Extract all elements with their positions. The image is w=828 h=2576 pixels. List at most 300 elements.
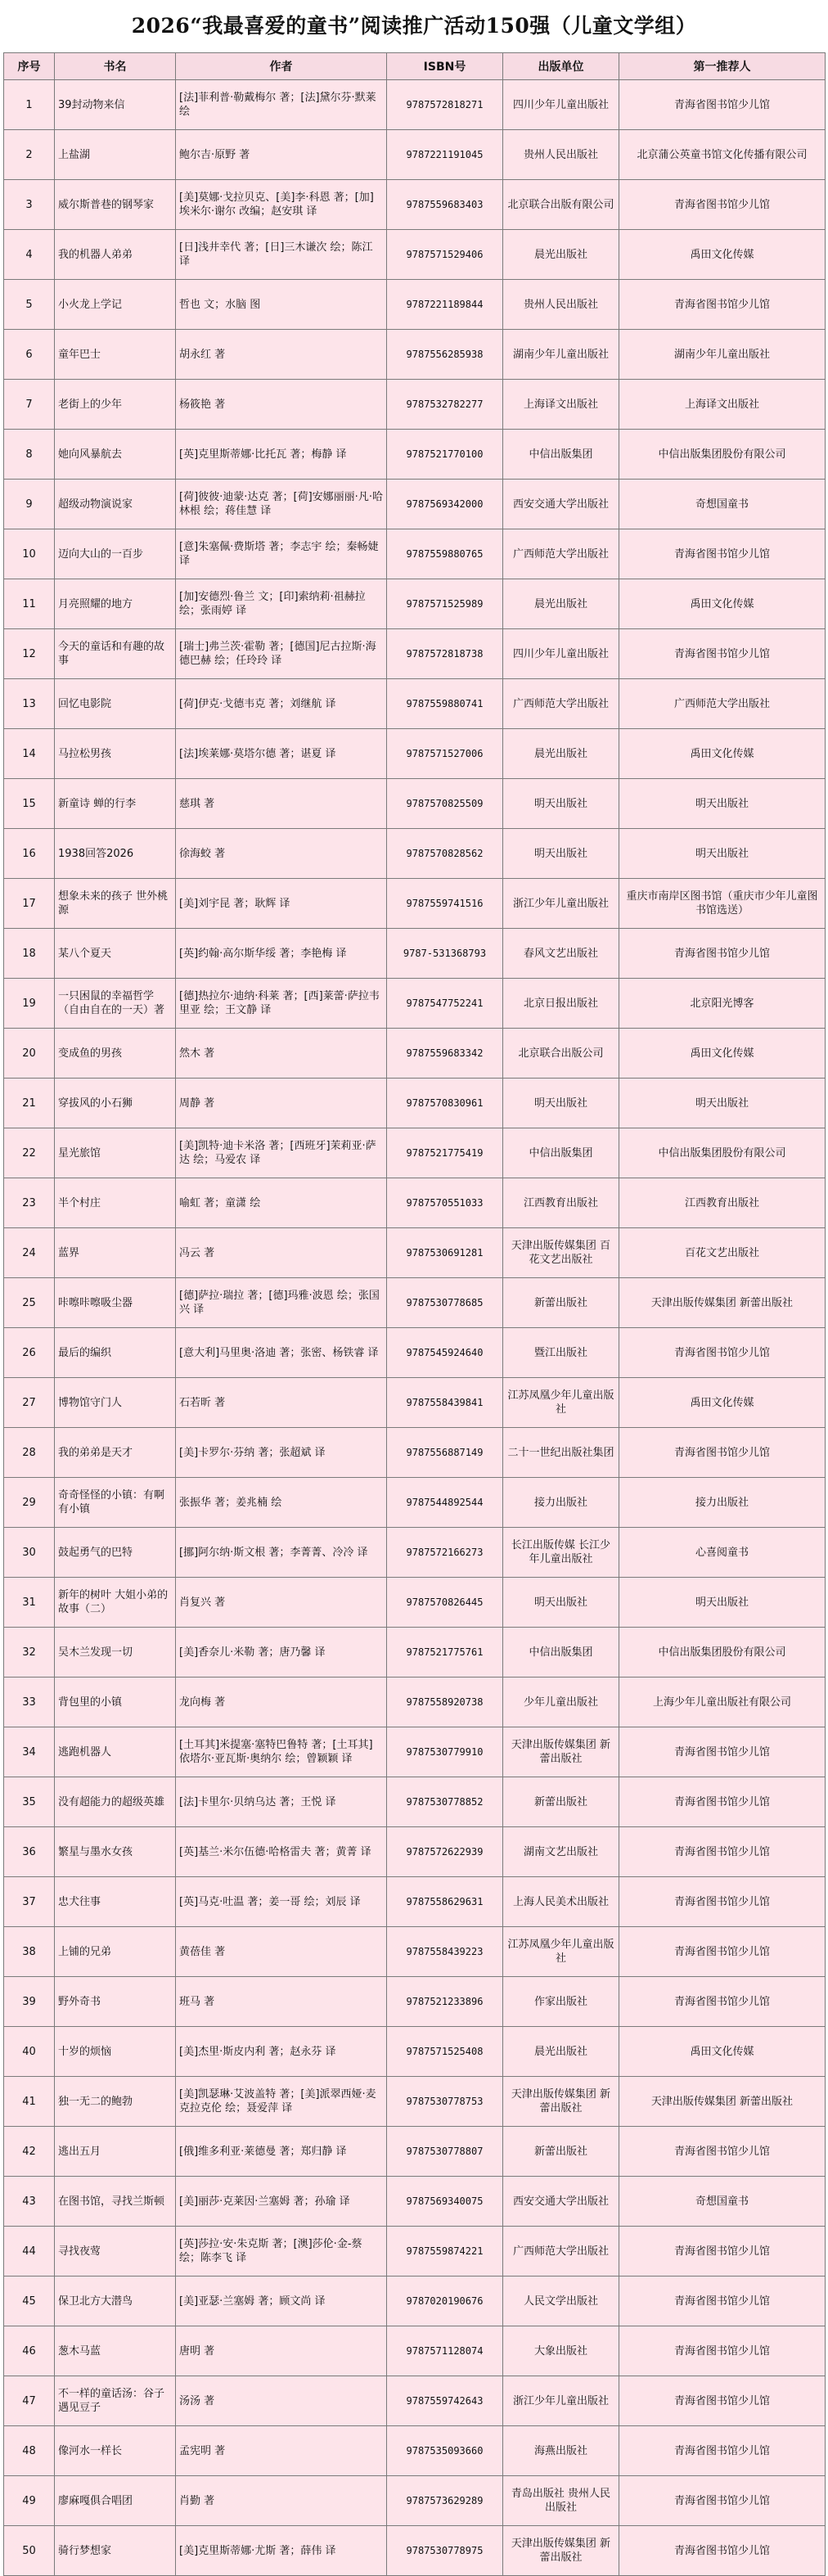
table-row: [4, 679, 826, 729]
cell-book-title: 吴木兰发现一切: [55, 1628, 176, 1678]
cell-author: 冯云 著: [176, 1228, 387, 1278]
cell-author: [日]浅井幸代 著；[日]三木谦次 绘；陈江 译: [176, 230, 387, 280]
cell-recommender: 青海省图书馆少儿馆: [619, 2127, 826, 2177]
cell-author: [法]菲利普·勒戴梅尔 著；[法]黛尔芬·默莱 绘: [176, 80, 387, 130]
cell-book-title: 寻找夜莺: [55, 2227, 176, 2277]
cell-author: [美]杰里·斯皮内利 著；赵永芬 译: [176, 2027, 387, 2077]
cell-isbn: 9787532782277: [387, 380, 503, 430]
cell-author: 慈琪 著: [176, 779, 387, 829]
cell-book-title: 小火龙上学记: [55, 280, 176, 330]
table-row: [4, 1428, 826, 1478]
table-row: [4, 2277, 826, 2326]
cell-isbn: 9787535093660: [387, 2426, 503, 2476]
cell-recommender: 奇想国童书: [619, 480, 826, 529]
cell-no: 33: [4, 1678, 55, 1727]
cell-author: [瑞士]弗兰茨·霍勒 著；[德国]尼古拉斯·海德巴赫 绘；任玲玲 译: [176, 629, 387, 679]
cell-isbn: 9787559683403: [387, 180, 503, 230]
cell-publisher: 北京联合出版公司: [503, 1029, 619, 1079]
cell-isbn: 9787559880765: [387, 529, 503, 579]
cell-publisher: 贵州人民出版社: [503, 280, 619, 330]
cell-no: 10: [4, 529, 55, 579]
cell-isbn: 9787521775419: [387, 1128, 503, 1178]
cell-recommender: 青海省图书馆少儿馆: [619, 1727, 826, 1777]
cell-no: 5: [4, 280, 55, 330]
cell-publisher: 新蕾出版社: [503, 2127, 619, 2177]
cell-book-title: 回忆电影院: [55, 679, 176, 729]
table-row: [4, 1128, 826, 1178]
cell-book-title: 变成鱼的男孩: [55, 1029, 176, 1079]
cell-recommender: 明天出版社: [619, 829, 826, 879]
cell-book-title: 博物馆守门人: [55, 1378, 176, 1428]
cell-publisher: 青岛出版社 贵州人民出版社: [503, 2476, 619, 2526]
table-row: [4, 480, 826, 529]
table-row: [4, 829, 826, 879]
cell-book-title: 咔嚓咔嚓吸尘器: [55, 1278, 176, 1328]
table-row: [4, 430, 826, 480]
cell-no: 36: [4, 1827, 55, 1877]
cell-publisher: 中信出版集团: [503, 1128, 619, 1178]
table-row: [4, 1827, 826, 1877]
cell-no: 7: [4, 380, 55, 430]
table-row: [4, 1877, 826, 1927]
table-row: [4, 879, 826, 929]
table-row: [4, 2027, 826, 2077]
cell-no: 17: [4, 879, 55, 929]
cell-no: 9: [4, 480, 55, 529]
cell-book-title: 超级动物演说家: [55, 480, 176, 529]
cell-no: 11: [4, 579, 55, 629]
cell-author: [英]基兰·米尔伍德·哈格雷夫 著；黄菁 译: [176, 1827, 387, 1877]
table-row: [4, 1927, 826, 1977]
cell-isbn: 9787530778852: [387, 1777, 503, 1827]
cell-publisher: 天津出版传媒集团 新蕾出版社: [503, 2077, 619, 2127]
cell-no: 25: [4, 1278, 55, 1328]
cell-book-title: 想象未来的孩子 世外桃源: [55, 879, 176, 929]
cell-recommender: 湖南少年儿童出版社: [619, 330, 826, 380]
cell-book-title: 马拉松男孩: [55, 729, 176, 779]
cell-recommender: 青海省图书馆少儿馆: [619, 629, 826, 679]
cell-no: 24: [4, 1228, 55, 1278]
cell-recommender: 中信出版集团股份有限公司: [619, 1628, 826, 1678]
cell-recommender: 禹田文化传媒: [619, 1029, 826, 1079]
cell-no: 44: [4, 2227, 55, 2277]
cell-recommender: 禹田文化传媒: [619, 230, 826, 280]
cell-author: [挪]阿尔纳·斯文根 著；李菁菁、冷冷 译: [176, 1528, 387, 1578]
cell-recommender: 江西教育出版社: [619, 1178, 826, 1228]
cell-no: 4: [4, 230, 55, 280]
cell-author: [美]刘宇昆 著；耿辉 译: [176, 879, 387, 929]
cell-no: 39: [4, 1977, 55, 2027]
cell-recommender: 中信出版集团股份有限公司: [619, 430, 826, 480]
cell-publisher: 人民文学出版社: [503, 2277, 619, 2326]
cell-no: 29: [4, 1478, 55, 1528]
cell-publisher: 中信出版集团: [503, 1628, 619, 1678]
cell-isbn: 9787570551033: [387, 1178, 503, 1228]
cell-publisher: 西安交通大学出版社: [503, 2177, 619, 2227]
table-row: [4, 1079, 826, 1128]
cell-isbn: 9787-531368793: [387, 929, 503, 979]
cell-publisher: 晨光出版社: [503, 579, 619, 629]
cell-no: 13: [4, 679, 55, 729]
cell-author: [美]克里斯蒂娜·尤斯 著；薛伟 译: [176, 2526, 387, 2576]
table-row: [4, 1378, 826, 1428]
cell-book-title: 月亮照耀的地方: [55, 579, 176, 629]
book-list-table: [3, 52, 826, 2576]
cell-no: 16: [4, 829, 55, 879]
cell-publisher: 浙江少年儿童出版社: [503, 879, 619, 929]
cell-publisher: 明天出版社: [503, 829, 619, 879]
table-row: [4, 280, 826, 330]
cell-author: 石若昕 著: [176, 1378, 387, 1428]
cell-publisher: 西安交通大学出版社: [503, 480, 619, 529]
table-row: [4, 180, 826, 230]
cell-recommender: 青海省图书馆少儿馆: [619, 2277, 826, 2326]
cell-book-title: 骑行梦想家: [55, 2526, 176, 2576]
cell-book-title: 繁星与墨水女孩: [55, 1827, 176, 1877]
table-row: [4, 2227, 826, 2277]
cell-book-title: 我的弟弟是天才: [55, 1428, 176, 1478]
cell-book-title: 我的机器人弟弟: [55, 230, 176, 280]
cell-isbn: 9787572622939: [387, 1827, 503, 1877]
cell-book-title: 某八个夏天: [55, 929, 176, 979]
cell-author: [法]卡里尔·贝纳乌达 著；王悦 译: [176, 1777, 387, 1827]
cell-author: [德]萨拉·瑞拉 著；[德]玛雅·波恩 绘；张国兴 译: [176, 1278, 387, 1328]
cell-author: [英]马克·吐温 著；姜一哥 绘；刘辰 译: [176, 1877, 387, 1927]
table-row: [4, 130, 826, 180]
cell-no: 28: [4, 1428, 55, 1478]
cell-isbn: 9787571128074: [387, 2326, 503, 2376]
cell-isbn: 9787571527006: [387, 729, 503, 779]
cell-no: 38: [4, 1927, 55, 1977]
cell-no: 32: [4, 1628, 55, 1678]
cell-author: [荷]伊克·戈德韦克 著；刘继航 译: [176, 679, 387, 729]
cell-recommender: 明天出版社: [619, 1578, 826, 1628]
cell-publisher: 晨光出版社: [503, 230, 619, 280]
cell-isbn: 9787558920738: [387, 1678, 503, 1727]
cell-no: 49: [4, 2476, 55, 2526]
cell-publisher: 春风文艺出版社: [503, 929, 619, 979]
cell-isbn: 9787530778975: [387, 2526, 503, 2576]
cell-author: 喻虹 著；童潇 绘: [176, 1178, 387, 1228]
cell-author: 肖复兴 著: [176, 1578, 387, 1628]
table-row: [4, 1228, 826, 1278]
table-row: [4, 2077, 826, 2127]
cell-book-title: 39封动物来信: [55, 80, 176, 130]
cell-book-title: 逃出五月: [55, 2127, 176, 2177]
table-row: [4, 529, 826, 579]
cell-author: 胡永红 著: [176, 330, 387, 380]
cell-recommender: 广西师范大学出版社: [619, 679, 826, 729]
cell-isbn: 9787559741516: [387, 879, 503, 929]
cell-book-title: 星光旅馆: [55, 1128, 176, 1178]
table-row: [4, 1578, 826, 1628]
cell-isbn: 9787572818271: [387, 80, 503, 130]
table-row: [4, 80, 826, 130]
cell-author: 龙向梅 著: [176, 1678, 387, 1727]
cell-isbn: 9787521233896: [387, 1977, 503, 2027]
cell-author: 鲍尔吉·原野 著: [176, 130, 387, 180]
cell-isbn: 9787221191045: [387, 130, 503, 180]
cell-publisher: 明天出版社: [503, 779, 619, 829]
cell-no: 23: [4, 1178, 55, 1228]
cell-author: 班马 著: [176, 1977, 387, 2027]
cell-book-title: 今天的童话和有趣的故事: [55, 629, 176, 679]
cell-publisher: 湖南少年儿童出版社: [503, 330, 619, 380]
cell-book-title: 新年的树叶 大姐小弟的故事（二）: [55, 1578, 176, 1628]
table-row: [4, 1029, 826, 1079]
cell-publisher: 明天出版社: [503, 1578, 619, 1628]
cell-isbn: 9787530778807: [387, 2127, 503, 2177]
cell-isbn: 9787570825509: [387, 779, 503, 829]
cell-author: 肖勤 著: [176, 2476, 387, 2526]
cell-isbn: 9787572166273: [387, 1528, 503, 1578]
cell-book-title: 背包里的小镇: [55, 1678, 176, 1727]
cell-no: 27: [4, 1378, 55, 1428]
table-row: [4, 2426, 826, 2476]
cell-recommender: 青海省图书馆少儿馆: [619, 2376, 826, 2426]
cell-isbn: 9787570826445: [387, 1578, 503, 1628]
table-row: [4, 729, 826, 779]
cell-book-title: 奇奇怪怪的小镇：有啊有小镇: [55, 1478, 176, 1528]
cell-book-title: 童年巴士: [55, 330, 176, 380]
cell-book-title: 在图书馆，寻找兰斯顿: [55, 2177, 176, 2227]
table-row: [4, 979, 826, 1029]
cell-publisher: 中信出版集团: [503, 430, 619, 480]
table-row: [4, 1777, 826, 1827]
table-row: [4, 629, 826, 679]
cell-no: 19: [4, 979, 55, 1029]
cell-book-title: 威尔斯普巷的钢琴家: [55, 180, 176, 230]
cell-isbn: 9787556285938: [387, 330, 503, 380]
cell-author: 杨筱艳 著: [176, 380, 387, 430]
cell-book-title: 逃跑机器人: [55, 1727, 176, 1777]
cell-book-title: 十岁的烦恼: [55, 2027, 176, 2077]
cell-author: 汤汤 著: [176, 2376, 387, 2426]
cell-no: 46: [4, 2326, 55, 2376]
table-row: [4, 1727, 826, 1777]
cell-isbn: 9787521775761: [387, 1628, 503, 1678]
cell-recommender: 青海省图书馆少儿馆: [619, 1977, 826, 2027]
table-row: [4, 779, 826, 829]
table-row: [4, 2376, 826, 2426]
cell-book-title: 不一样的童话汤：谷子遇见豆子: [55, 2376, 176, 2426]
cell-publisher: 长江出版传媒 长江少年儿童出版社: [503, 1528, 619, 1578]
cell-author: [荷]彼彼·迪蒙·达克 著；[荷]安娜丽丽·凡·哈林根 绘；蒋佳慧 译: [176, 480, 387, 529]
cell-publisher: 新蕾出版社: [503, 1278, 619, 1328]
cell-recommender: 明天出版社: [619, 1079, 826, 1128]
cell-book-title: 最后的编织: [55, 1328, 176, 1378]
cell-recommender: 重庆市南岸区图书馆（重庆市少年儿童图书馆选送）: [619, 879, 826, 929]
table-body: [4, 80, 826, 2576]
cell-no: 1: [4, 80, 55, 130]
cell-publisher: 暨江出版社: [503, 1328, 619, 1378]
header-author: 作者: [176, 53, 387, 80]
cell-no: 50: [4, 2526, 55, 2576]
cell-publisher: 北京联合出版有限公司: [503, 180, 619, 230]
cell-recommender: 青海省图书馆少儿馆: [619, 1428, 826, 1478]
cell-publisher: 晨光出版社: [503, 2027, 619, 2077]
cell-isbn: 9787530691281: [387, 1228, 503, 1278]
cell-recommender: 青海省图书馆少儿馆: [619, 280, 826, 330]
cell-no: 35: [4, 1777, 55, 1827]
cell-publisher: 上海译文出版社: [503, 380, 619, 430]
cell-isbn: 9787559874221: [387, 2227, 503, 2277]
cell-publisher: 江苏凤凰少年儿童出版社: [503, 1378, 619, 1428]
cell-isbn: 9787544892544: [387, 1478, 503, 1528]
cell-isbn: 9787559880741: [387, 679, 503, 729]
cell-isbn: 9787556887149: [387, 1428, 503, 1478]
cell-recommender: 青海省图书馆少儿馆: [619, 180, 826, 230]
cell-no: 20: [4, 1029, 55, 1079]
table-row: [4, 1977, 826, 2027]
header-no: 序号: [4, 53, 55, 80]
cell-no: 41: [4, 2077, 55, 2127]
cell-recommender: 奇想国童书: [619, 2177, 826, 2227]
cell-publisher: 海燕出版社: [503, 2426, 619, 2476]
cell-book-title: 没有超能力的超级英雄: [55, 1777, 176, 1827]
cell-publisher: 上海人民美术出版社: [503, 1877, 619, 1927]
cell-no: 26: [4, 1328, 55, 1378]
cell-recommender: 青海省图书馆少儿馆: [619, 1328, 826, 1378]
cell-author: [美]亚瑟·兰塞姆 著；顾文尚 译: [176, 2277, 387, 2326]
cell-isbn: 9787020190676: [387, 2277, 503, 2326]
table-row: [4, 2526, 826, 2576]
cell-recommender: 上海译文出版社: [619, 380, 826, 430]
table-row: [4, 579, 826, 629]
cell-recommender: 青海省图书馆少儿馆: [619, 529, 826, 579]
cell-author: [德]热拉尔·迪纳·科莱 著；[西]莱蕾·萨拉韦里亚 绘；王文静 译: [176, 979, 387, 1029]
cell-recommender: 心喜阅童书: [619, 1528, 826, 1578]
cell-isbn: 9787570828562: [387, 829, 503, 879]
cell-isbn: 9787571525408: [387, 2027, 503, 2077]
cell-isbn: 9787572818738: [387, 629, 503, 679]
cell-book-title: 蓝界: [55, 1228, 176, 1278]
cell-recommender: 天津出版传媒集团 新蕾出版社: [619, 1278, 826, 1328]
cell-no: 43: [4, 2177, 55, 2227]
cell-recommender: 青海省图书馆少儿馆: [619, 80, 826, 130]
cell-author: [加]安德烈·鲁兰 文；[印]索纳莉·祖赫拉 绘；张雨婷 译: [176, 579, 387, 629]
cell-isbn: 9787530778685: [387, 1278, 503, 1328]
cell-no: 8: [4, 430, 55, 480]
cell-recommender: 禹田文化传媒: [619, 579, 826, 629]
table-header-row: [4, 53, 826, 80]
cell-isbn: 9787558439223: [387, 1927, 503, 1977]
cell-publisher: 二十一世纪出版社集团: [503, 1428, 619, 1478]
cell-author: [英]克里斯蒂娜·比托瓦 著；梅静 译: [176, 430, 387, 480]
cell-book-title: 她向风暴航去: [55, 430, 176, 480]
cell-recommender: 禹田文化传媒: [619, 1378, 826, 1428]
cell-recommender: 天津出版传媒集团 新蕾出版社: [619, 2077, 826, 2127]
cell-no: 22: [4, 1128, 55, 1178]
cell-book-title: 上铺的兄弟: [55, 1927, 176, 1977]
cell-publisher: 天津出版传媒集团 新蕾出版社: [503, 2526, 619, 2576]
table-row: [4, 2177, 826, 2227]
cell-isbn: 9787569340075: [387, 2177, 503, 2227]
cell-recommender: 接力出版社: [619, 1478, 826, 1528]
cell-recommender: 青海省图书馆少儿馆: [619, 1827, 826, 1877]
page-title: 2026“我最喜爱的童书”阅读推广活动150强（儿童文学组）: [131, 14, 697, 38]
cell-publisher: 天津出版传媒集团 新蕾出版社: [503, 1727, 619, 1777]
cell-recommender: 百花文艺出版社: [619, 1228, 826, 1278]
cell-publisher: 江西教育出版社: [503, 1178, 619, 1228]
cell-book-title: 1938回答2026: [55, 829, 176, 879]
cell-book-title: 鼓起勇气的巴特: [55, 1528, 176, 1578]
cell-recommender: 青海省图书馆少儿馆: [619, 1777, 826, 1827]
cell-isbn: 9787545924640: [387, 1328, 503, 1378]
table-row: [4, 1278, 826, 1328]
cell-isbn: 9787558629631: [387, 1877, 503, 1927]
cell-recommender: 青海省图书馆少儿馆: [619, 1927, 826, 1977]
cell-author: 徐海蛟 著: [176, 829, 387, 879]
table-row: [4, 2476, 826, 2526]
cell-book-title: 一只困鼠的幸福哲学（自由自在的一天）著: [55, 979, 176, 1029]
cell-no: 40: [4, 2027, 55, 2077]
cell-recommender: 青海省图书馆少儿馆: [619, 2476, 826, 2526]
header-isbn: ISBN号: [387, 53, 503, 80]
cell-isbn: 9787571529406: [387, 230, 503, 280]
cell-recommender: 上海少年儿童出版社有限公司: [619, 1678, 826, 1727]
table-row: [4, 1678, 826, 1727]
table-row: [4, 2127, 826, 2177]
cell-author: 黄蓓佳 著: [176, 1927, 387, 1977]
cell-recommender: 北京阳光博客: [619, 979, 826, 1029]
cell-author: [英]约翰·高尔斯华绥 著；李艳梅 译: [176, 929, 387, 979]
cell-no: 30: [4, 1528, 55, 1578]
cell-isbn: 9787573629289: [387, 2476, 503, 2526]
cell-author: [英]莎拉·安·朱克斯 著；[澳]莎伦·金-蔡 绘；陈李飞 译: [176, 2227, 387, 2277]
cell-publisher: 浙江少年儿童出版社: [503, 2376, 619, 2426]
header-publisher: 出版单位: [503, 53, 619, 80]
table-row: [4, 1478, 826, 1528]
cell-publisher: 明天出版社: [503, 1079, 619, 1128]
cell-publisher: 四川少年儿童出版社: [503, 629, 619, 679]
cell-recommender: 青海省图书馆少儿馆: [619, 2526, 826, 2576]
cell-no: 18: [4, 929, 55, 979]
cell-publisher: 广西师范大学出版社: [503, 529, 619, 579]
cell-author: [美]莫娜·戈拉贝克、[美]李·科恩 著；[加]埃米尔·谢尔 改编；赵安琪 译: [176, 180, 387, 230]
cell-publisher: 北京日报出版社: [503, 979, 619, 1029]
cell-publisher: 广西师范大学出版社: [503, 2227, 619, 2277]
cell-book-title: 廖麻嘎俱合唱团: [55, 2476, 176, 2526]
cell-author: [俄]维多利亚·莱德曼 著；郑归静 译: [176, 2127, 387, 2177]
cell-author: [美]凯特·迪卡米洛 著；[西班牙]茉莉亚·萨达 绘；马爱农 译: [176, 1128, 387, 1178]
cell-author: 哲也 文；水脑 图: [176, 280, 387, 330]
cell-author: [意]朱塞佩·费斯塔 著；李志宇 绘；秦畅婕 译: [176, 529, 387, 579]
cell-no: 6: [4, 330, 55, 380]
cell-publisher: 天津出版传媒集团 百花文艺出版社: [503, 1228, 619, 1278]
table-row: [4, 1328, 826, 1378]
cell-author: [美]凯瑟琳·艾波盖特 著；[美]派翠西娅·麦克拉克伦 绘；聂爱萍 译: [176, 2077, 387, 2127]
cell-isbn: 9787530778753: [387, 2077, 503, 2127]
cell-no: 12: [4, 629, 55, 679]
cell-isbn: 9787221189844: [387, 280, 503, 330]
cell-author: [美]丽莎·克莱因·兰塞姆 著；孙瑜 译: [176, 2177, 387, 2227]
cell-publisher: 贵州人民出版社: [503, 130, 619, 180]
cell-no: 47: [4, 2376, 55, 2426]
cell-isbn: 9787547752241: [387, 979, 503, 1029]
cell-isbn: 9787571525989: [387, 579, 503, 629]
table-row: [4, 1628, 826, 1678]
cell-isbn: 9787558439841: [387, 1378, 503, 1428]
cell-book-title: 野外奇书: [55, 1977, 176, 2027]
cell-no: 34: [4, 1727, 55, 1777]
cell-publisher: 新蕾出版社: [503, 1777, 619, 1827]
cell-recommender: 北京蒲公英童书馆文化传播有限公司: [619, 130, 826, 180]
cell-no: 31: [4, 1578, 55, 1628]
cell-no: 42: [4, 2127, 55, 2177]
cell-author: 张振华 著；姜兆楠 绘: [176, 1478, 387, 1528]
table-row: [4, 330, 826, 380]
